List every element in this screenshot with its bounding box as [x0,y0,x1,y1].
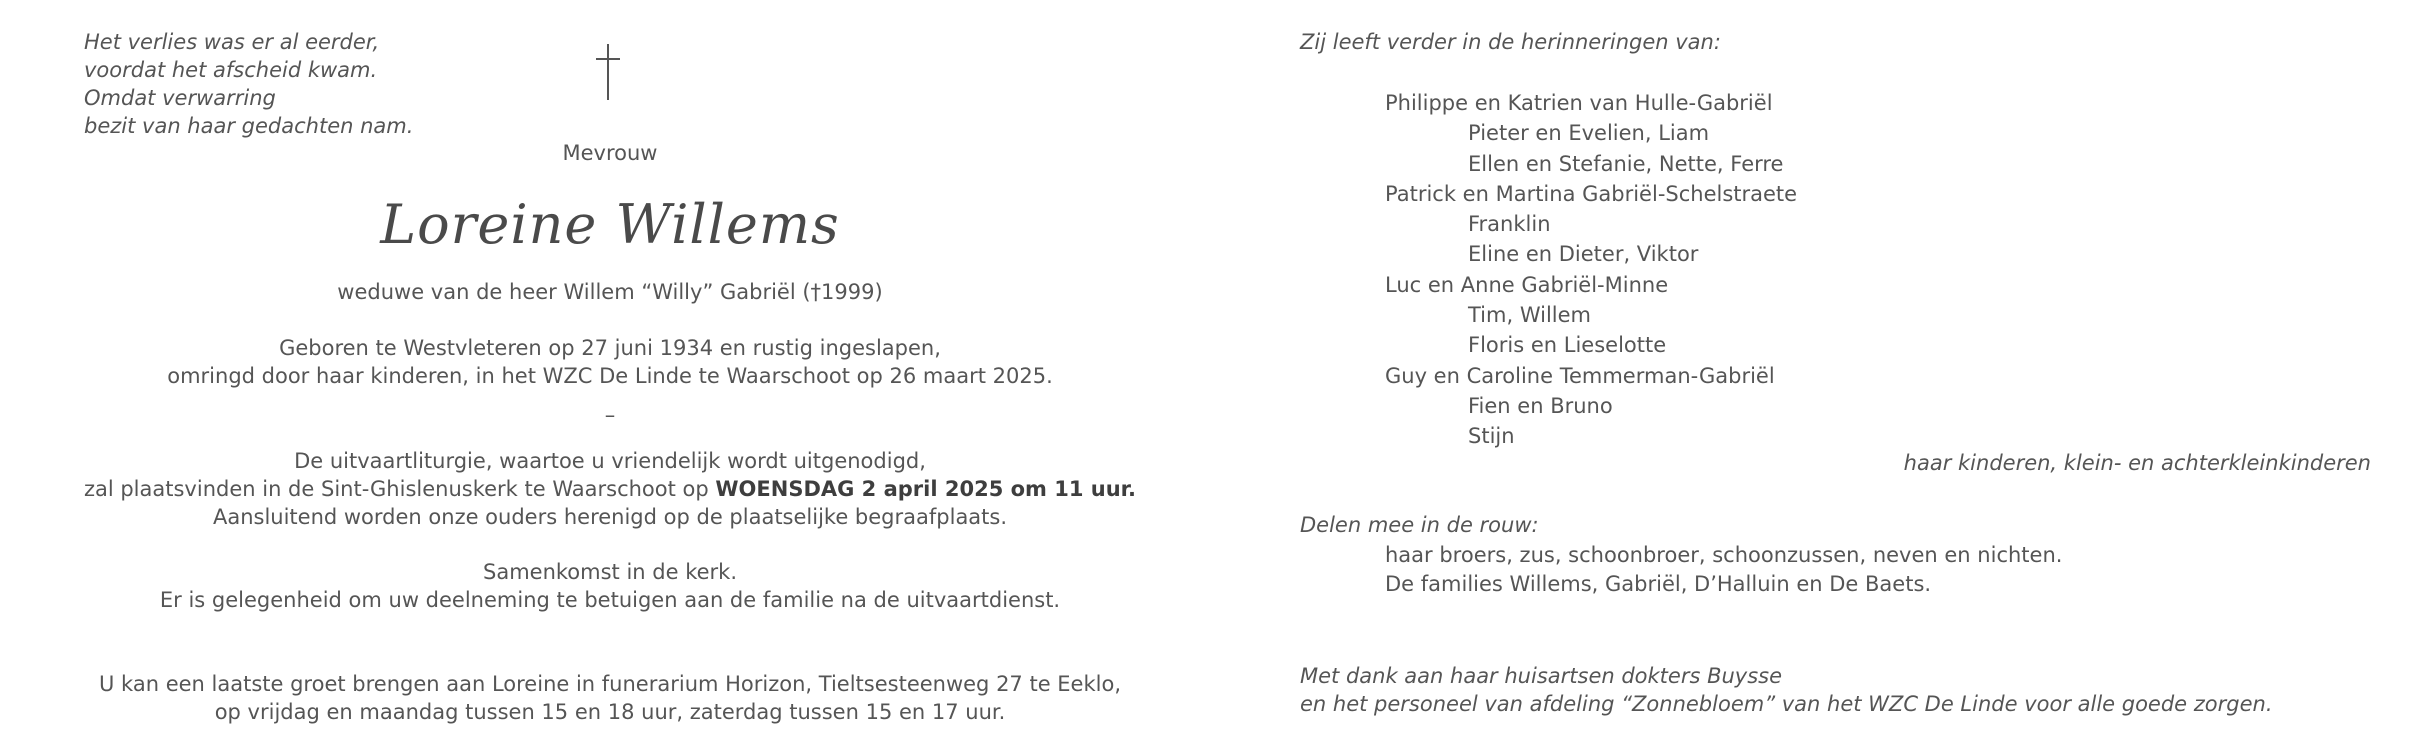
poem-line: bezit van haar gedachten nam. [84,114,414,138]
family-member-line: Luc en Anne Gabriël-Minne [1385,272,1669,297]
thanks-line: Met dank aan haar huisartsen dokters Buysse [1300,664,1783,688]
death-line: omringd door haar kinderen, in het WZC De Linde te Waarschoot op 26 maart 2025. [167,364,1053,388]
deceased-name: Loreine Willems [380,193,840,256]
ceremony-line [40,475,1180,503]
poem-line: Het verlies was er al eerder, [84,30,380,54]
family-member-line: Franklin [1468,212,1551,237]
visitation-line: U kan een laatste groet brengen aan Loreine in funerarium Horizon, Tieltsesteenweg 27 te Eeklo, [99,672,1121,696]
mourning-line: haar broers, zus, schoonbroer, schoonzussen, neven en nichten. [1385,543,2063,567]
gathering-line: Samenkomst in de kerk. [483,560,737,584]
birth-death-paragraph [40,334,1180,390]
family-member-line: Fien en Bruno [1468,393,1613,418]
visitation-hours: op vrijdag en maandag tussen 15 en 18 uur, zaterdag tussen 15 en 17 uur. [214,700,1006,724]
ceremony-location: zal plaatsvinden in de Sint-Ghislenuskerk te Waarschoot op [83,477,716,501]
family-member-line: Eline en Dieter, Viktor [1468,242,1699,267]
family-member-line: Tim, Willem [1468,303,1592,328]
poem-line: Omdat verwarring [84,86,276,110]
family-list [1385,88,1797,452]
mourning-intro: Delen mee in de rouw: [1300,513,1539,537]
family-member-line: Pieter en Evelien, Liam [1468,121,1710,146]
remembrance-closing: haar kinderen, klein- en achterkleinkinderen [1903,451,2371,475]
widow-line: weduwe van de heer Willem “Willy” Gabriël (†1999) [337,280,883,304]
thanks-paragraph [1300,662,2273,718]
ceremony-paragraph [40,447,1180,531]
burial-line: Aansluitend worden onze ouders herenigd op de plaatselijke begraafplaats. [212,505,1008,529]
latin-cross-icon [590,44,626,100]
opening-poem [84,28,413,140]
family-member-line: Floris en Lieselotte [1468,333,1667,358]
remembrance-intro: Zij leeft verder in de herinneringen van: [1300,30,1721,54]
family-member-line: Ellen en Stefanie, Nette, Ferre [1468,151,1784,176]
mourning-line: De families Willems, Gabriël, D’Halluin en De Baets. [1385,572,1932,596]
family-member-line: Stijn [1468,424,1515,449]
thanks-line: en het personeel van afdeling “Zonnebloem” van het WZC De Linde voor alle goede zorgen. [1300,692,2273,716]
ceremony-date: WOENSDAG 2 april 2025 om 11 uur. [715,477,1137,501]
salutation: Mevrouw [562,141,658,165]
gathering-paragraph [40,558,1180,614]
poem-line: voordat het afscheid kwam. [84,58,378,82]
ceremony-line: De uitvaartliturgie, waartoe u vriendelijk wordt uitgenodigd, [294,449,926,473]
separator: – [604,403,616,427]
family-member-line: Philippe en Katrien van Hulle-Gabriël [1385,91,1773,115]
family-member-line: Guy en Caroline Temmerman-Gabriël [1385,363,1775,388]
visitation-paragraph [40,670,1180,726]
birth-line: Geboren te Westvleteren op 27 juni 1934 en rustig ingeslapen, [279,336,941,360]
family-member-line: Patrick en Martina Gabriël-Schelstraete [1385,181,1798,206]
mourning-list [1385,541,2062,599]
condolence-line: Er is gelegenheid om uw deelneming te betuigen aan de familie na de uitvaartdienst. [159,588,1061,612]
